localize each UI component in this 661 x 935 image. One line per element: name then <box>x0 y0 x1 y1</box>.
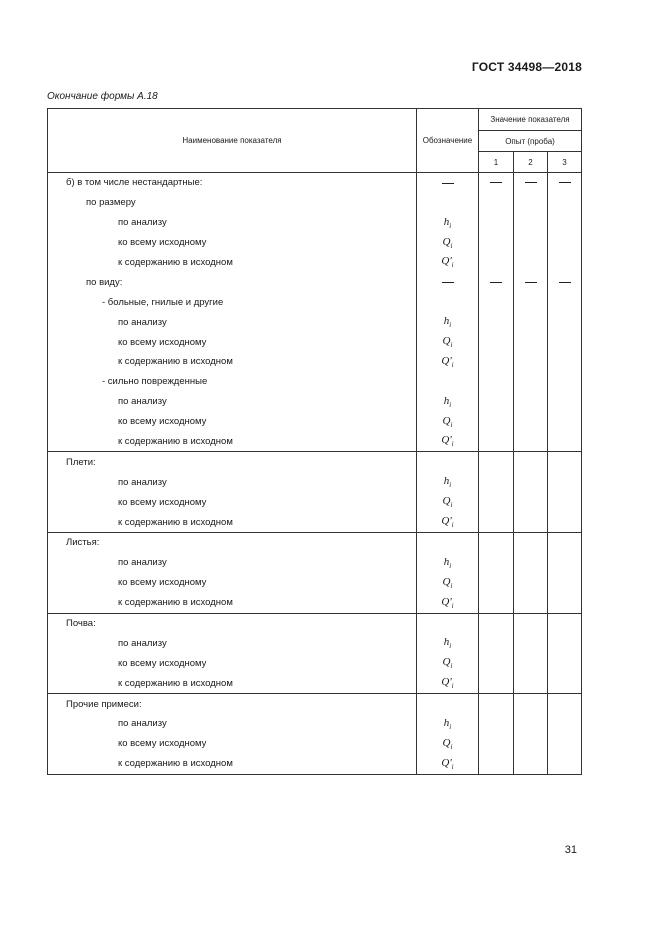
indicator-symbol <box>417 653 479 673</box>
indicator-symbol <box>417 193 479 213</box>
indicator-name: по анализу <box>48 392 417 412</box>
indicator-symbol <box>417 312 479 332</box>
trial-3-value[interactable] <box>548 253 582 273</box>
symbol-subscript: i <box>451 440 454 449</box>
symbol-letter: Q <box>442 575 451 588</box>
trial-1-value[interactable] <box>479 653 514 673</box>
trial-3-value[interactable] <box>548 392 582 412</box>
page-number: 31 <box>564 844 577 856</box>
indicator-name: ко всему исходному <box>48 332 417 352</box>
trial-1-value[interactable] <box>479 253 514 273</box>
standard-number: ГОСТ 34498—2018 <box>471 60 582 74</box>
trial-1-value[interactable] <box>479 714 514 734</box>
trial-2-value[interactable] <box>514 173 548 193</box>
symbol-subscript: i <box>449 400 452 409</box>
trial-1-value[interactable] <box>479 573 514 593</box>
indicator-name: к содержанию в исходном <box>48 253 417 273</box>
trial-1-value[interactable] <box>479 272 514 292</box>
trial-3-value[interactable] <box>548 573 582 593</box>
table-row <box>48 673 582 693</box>
table-row <box>48 714 582 734</box>
symbol-subscript: i <box>449 723 452 732</box>
table-row <box>48 173 582 193</box>
trial-3-value[interactable] <box>548 272 582 292</box>
trial-1-value[interactable] <box>479 233 514 253</box>
trial-2-value[interactable] <box>514 573 548 593</box>
indicators-table <box>47 108 582 775</box>
trial-2-value[interactable] <box>514 472 548 492</box>
column-number-1: 1 <box>479 152 514 173</box>
indicator-symbol <box>417 392 479 412</box>
symbol-subscript: i <box>451 521 454 530</box>
symbol-letter: Q' <box>441 595 452 608</box>
symbol-subscript: i <box>449 321 452 330</box>
trial-1-value[interactable] <box>479 553 514 573</box>
trial-3-value[interactable] <box>548 714 582 734</box>
indicator-name: ко всему исходному <box>48 412 417 432</box>
indicator-symbol <box>417 352 479 372</box>
trial-1-value[interactable] <box>479 312 514 332</box>
trial-3-value[interactable] <box>548 452 582 472</box>
indicator-name: Плети: <box>48 452 417 472</box>
trial-1-value[interactable] <box>479 372 514 392</box>
table-row <box>48 213 582 233</box>
trial-3-value[interactable] <box>548 653 582 673</box>
symbol-letter: h <box>443 475 450 488</box>
trial-3-value[interactable] <box>548 613 582 633</box>
trial-2-value[interactable] <box>514 512 548 532</box>
indicator-name: ко всему исходному <box>48 734 417 754</box>
symbol-letter: Q <box>442 495 451 508</box>
symbol-subscript: i <box>449 561 452 570</box>
indicator-symbol <box>417 673 479 693</box>
trial-2-value[interactable] <box>514 352 548 372</box>
indicator-name: ко всему исходному <box>48 233 417 253</box>
indicator-symbol <box>417 272 479 292</box>
symbol-letter: Q' <box>441 434 452 447</box>
column-number-2: 2 <box>514 152 548 173</box>
form-caption: Окончание формы А.18 <box>47 91 158 102</box>
trial-3-value[interactable] <box>548 412 582 432</box>
symbol-subscript: i <box>450 662 453 671</box>
trial-3-value[interactable] <box>548 352 582 372</box>
indicator-symbol <box>417 553 479 573</box>
table-row <box>48 472 582 492</box>
symbol-letter: Q <box>442 736 451 749</box>
table-row <box>48 533 582 553</box>
table-row <box>48 593 582 613</box>
indicator-name: Листья: <box>48 533 417 553</box>
indicator-name: по анализу <box>48 714 417 734</box>
table-row <box>48 452 582 472</box>
indicator-symbol <box>417 292 479 312</box>
table-row <box>48 292 582 312</box>
indicator-name: к содержанию в исходном <box>48 754 417 774</box>
symbol-subscript: i <box>450 501 453 510</box>
trial-2-value[interactable] <box>514 593 548 613</box>
trial-2-value[interactable] <box>514 193 548 213</box>
table-row <box>48 193 582 213</box>
symbol-subscript: i <box>449 481 452 490</box>
trial-2-value[interactable] <box>514 392 548 412</box>
trial-3-value[interactable] <box>548 312 582 332</box>
table-row <box>48 253 582 273</box>
table-row <box>48 553 582 573</box>
trial-1-value[interactable] <box>479 734 514 754</box>
indicator-name: ко всему исходному <box>48 653 417 673</box>
indicator-name: к содержанию в исходном <box>48 432 417 452</box>
indicator-symbol <box>417 613 479 633</box>
indicator-name: Прочие примеси: <box>48 694 417 714</box>
symbol-letter: Q <box>442 656 451 669</box>
indicator-name: по анализу <box>48 633 417 653</box>
trial-1-value[interactable] <box>479 173 514 193</box>
indicator-name: - больные, гнилые и другие <box>48 292 417 312</box>
trial-2-value[interactable] <box>514 332 548 352</box>
trial-1-value[interactable] <box>479 452 514 472</box>
trial-2-value[interactable] <box>514 272 548 292</box>
trial-1-value[interactable] <box>479 694 514 714</box>
trial-2-value[interactable] <box>514 694 548 714</box>
dash-mark <box>559 182 571 183</box>
indicator-symbol <box>417 492 479 512</box>
symbol-letter: Q' <box>441 514 452 527</box>
symbol-letter: h <box>443 215 450 228</box>
trial-2-value[interactable] <box>514 633 548 653</box>
indicator-symbol <box>417 233 479 253</box>
symbol-letter: Q' <box>441 354 452 367</box>
trial-1-value[interactable] <box>479 633 514 653</box>
symbol-subscript: i <box>450 420 453 429</box>
trial-3-value[interactable] <box>548 432 582 452</box>
table-row <box>48 312 582 332</box>
symbol-letter: h <box>443 394 450 407</box>
indicator-symbol <box>417 452 479 472</box>
indicator-name: к содержанию в исходном <box>48 673 417 693</box>
trial-3-value[interactable] <box>548 553 582 573</box>
symbol-subscript: i <box>451 601 454 610</box>
table-row <box>48 352 582 372</box>
trial-1-value[interactable] <box>479 292 514 312</box>
trial-1-value[interactable] <box>479 472 514 492</box>
symbol-subscript: i <box>451 261 454 270</box>
table-row <box>48 653 582 673</box>
trial-3-value[interactable] <box>548 332 582 352</box>
indicator-symbol <box>417 173 479 193</box>
trial-1-value[interactable] <box>479 512 514 532</box>
trial-1-value[interactable] <box>479 533 514 553</box>
dash-mark <box>525 282 537 283</box>
trial-2-value[interactable] <box>514 533 548 553</box>
table-row <box>48 512 582 532</box>
dash-mark <box>442 183 454 184</box>
table-row <box>48 573 582 593</box>
trial-2-value[interactable] <box>514 613 548 633</box>
symbol-letter: Q <box>442 235 451 248</box>
symbol-letter: h <box>443 716 450 729</box>
dash-mark <box>559 282 571 283</box>
indicator-name: по анализу <box>48 553 417 573</box>
symbol-subscript: i <box>450 341 453 350</box>
indicator-name: по размеру <box>48 193 417 213</box>
indicator-symbol <box>417 754 479 774</box>
indicator-name: ко всему исходному <box>48 492 417 512</box>
trial-3-value[interactable] <box>548 372 582 392</box>
indicator-symbol <box>417 412 479 432</box>
table-row <box>48 633 582 653</box>
indicator-name: к содержанию в исходном <box>48 593 417 613</box>
trial-2-value[interactable] <box>514 213 548 233</box>
trial-2-value[interactable] <box>514 312 548 332</box>
trial-3-value[interactable] <box>548 633 582 653</box>
trial-1-value[interactable] <box>479 613 514 633</box>
dash-mark <box>490 182 502 183</box>
table-row <box>48 613 582 633</box>
trial-1-value[interactable] <box>479 673 514 693</box>
trial-2-value[interactable] <box>514 292 548 312</box>
symbol-letter: h <box>443 315 450 328</box>
table-row <box>48 233 582 253</box>
indicator-symbol <box>417 253 479 273</box>
indicator-name: по анализу <box>48 213 417 233</box>
trial-2-value[interactable] <box>514 233 548 253</box>
trial-2-value[interactable] <box>514 553 548 573</box>
trial-3-value[interactable] <box>548 734 582 754</box>
symbol-subscript: i <box>451 762 454 771</box>
indicator-symbol <box>417 633 479 653</box>
indicator-symbol <box>417 472 479 492</box>
indicator-name: Почва: <box>48 613 417 633</box>
trial-2-value[interactable] <box>514 714 548 734</box>
symbol-letter: Q' <box>441 756 452 769</box>
trial-3-value[interactable] <box>548 754 582 774</box>
indicator-symbol <box>417 512 479 532</box>
trial-1-value[interactable] <box>479 412 514 432</box>
indicator-symbol <box>417 432 479 452</box>
trial-1-value[interactable] <box>479 352 514 372</box>
indicator-name: к содержанию в исходном <box>48 352 417 372</box>
symbol-letter: h <box>443 555 450 568</box>
table-row <box>48 432 582 452</box>
trial-2-value[interactable] <box>514 492 548 512</box>
trial-2-value[interactable] <box>514 734 548 754</box>
trial-1-value[interactable] <box>479 392 514 412</box>
column-number-3: 3 <box>548 152 582 173</box>
trial-3-value[interactable] <box>548 673 582 693</box>
symbol-letter: Q' <box>441 255 452 268</box>
symbol-letter: Q <box>442 334 451 347</box>
column-header-trial: Опыт (проба) <box>479 131 582 152</box>
indicator-name: по анализу <box>48 472 417 492</box>
trial-3-value[interactable] <box>548 213 582 233</box>
trial-2-value[interactable] <box>514 653 548 673</box>
symbol-subscript: i <box>450 742 453 751</box>
indicator-symbol <box>417 213 479 233</box>
trial-3-value[interactable] <box>548 193 582 213</box>
indicator-symbol <box>417 734 479 754</box>
indicator-name: по виду: <box>48 272 417 292</box>
trial-2-value[interactable] <box>514 253 548 273</box>
trial-1-value[interactable] <box>479 593 514 613</box>
trial-1-value[interactable] <box>479 332 514 352</box>
table-row <box>48 372 582 392</box>
trial-3-value[interactable] <box>548 512 582 532</box>
trial-3-value[interactable] <box>548 173 582 193</box>
trial-1-value[interactable] <box>479 754 514 774</box>
indicator-symbol <box>417 573 479 593</box>
dash-mark <box>442 282 454 283</box>
symbol-letter: h <box>443 636 450 649</box>
symbol-subscript: i <box>451 361 454 370</box>
indicator-symbol <box>417 332 479 352</box>
symbol-letter: Q' <box>441 676 452 689</box>
indicator-name: б) в том числе нестандартные: <box>48 173 417 193</box>
table-row <box>48 492 582 512</box>
trial-1-value[interactable] <box>479 193 514 213</box>
dash-mark <box>525 182 537 183</box>
column-header-value: Значение показателя <box>479 109 582 131</box>
trial-3-value[interactable] <box>548 472 582 492</box>
table-row <box>48 694 582 714</box>
trial-2-value[interactable] <box>514 452 548 472</box>
indicator-name: ко всему исходному <box>48 573 417 593</box>
indicator-name: по анализу <box>48 312 417 332</box>
table-row <box>48 392 582 412</box>
trial-2-value[interactable] <box>514 432 548 452</box>
trial-2-value[interactable] <box>514 412 548 432</box>
trial-3-value[interactable] <box>548 694 582 714</box>
trial-3-value[interactable] <box>548 233 582 253</box>
table-row <box>48 754 582 774</box>
indicator-symbol <box>417 714 479 734</box>
indicator-name: - сильно поврежденные <box>48 372 417 392</box>
column-header-symbol: Обозначение <box>417 109 479 173</box>
trial-1-value[interactable] <box>479 213 514 233</box>
trial-3-value[interactable] <box>548 533 582 553</box>
trial-3-value[interactable] <box>548 492 582 512</box>
trial-2-value[interactable] <box>514 673 548 693</box>
trial-3-value[interactable] <box>548 593 582 613</box>
indicator-symbol <box>417 593 479 613</box>
table-row <box>48 272 582 292</box>
table-row <box>48 734 582 754</box>
indicator-symbol <box>417 372 479 392</box>
symbol-subscript: i <box>450 581 453 590</box>
table-row <box>48 332 582 352</box>
table-row <box>48 412 582 432</box>
symbol-letter: Q <box>442 414 451 427</box>
symbol-subscript: i <box>449 221 452 230</box>
trial-3-value[interactable] <box>548 292 582 312</box>
column-header-name: Наименование показателя <box>48 109 417 173</box>
indicator-name: к содержанию в исходном <box>48 512 417 532</box>
trial-1-value[interactable] <box>479 492 514 512</box>
indicator-symbol <box>417 533 479 553</box>
trial-2-value[interactable] <box>514 372 548 392</box>
symbol-subscript: i <box>450 241 453 250</box>
symbol-subscript: i <box>449 642 452 651</box>
trial-2-value[interactable] <box>514 754 548 774</box>
trial-1-value[interactable] <box>479 432 514 452</box>
indicator-symbol <box>417 694 479 714</box>
dash-mark <box>490 282 502 283</box>
symbol-subscript: i <box>451 682 454 691</box>
